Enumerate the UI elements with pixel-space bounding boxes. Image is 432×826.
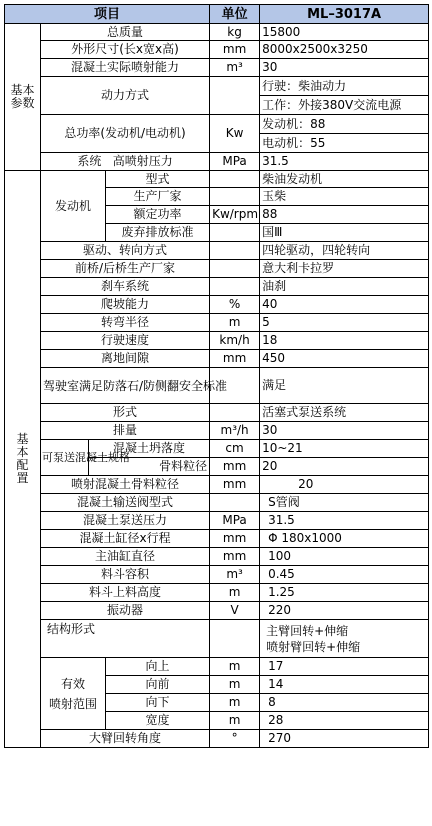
row-label: 离地间隙 [41,350,210,368]
row-value: 5 [260,314,429,332]
row-label: 混凝土泵送压力 [41,512,210,530]
table-row [5,440,429,458]
row-unit: m [210,658,260,676]
row-label: 喷射混凝土骨料粒径 [41,476,210,494]
row-value: 四轮驱动，四轮转向 [260,242,429,260]
row-value: 8 [260,694,429,712]
row-label: 主油缸直径 [41,548,210,566]
row-label: 外形尺寸(长x宽x高) [41,41,210,59]
table-row [5,314,429,332]
row-value: 10~21 [260,440,429,458]
row-value: 270 [260,730,429,748]
structure-line-1: 主臂回转+伸缩 [266,623,349,638]
row-unit [210,242,260,260]
row-unit: mm [210,548,260,566]
row-value: 柴油发动机 [260,171,429,188]
row-unit: cm [210,440,260,458]
header-model: ML–3017A [260,5,429,24]
row-label: 排量 [41,422,210,440]
row-value: 450 [260,350,429,368]
row-unit: m³ [210,566,260,584]
row-label: 驱动、转向方式 [41,242,210,260]
row-value: 18 [260,332,429,350]
header-row [5,5,429,24]
row-label: 废弃排放标准 [106,224,210,242]
row-value: 玉柴 [260,188,429,206]
row-unit [210,260,260,278]
row-value: 1.25 [260,584,429,602]
row-label: 总功率(发动机/电动机) [41,115,210,153]
row-unit: MPa [210,512,260,530]
row-label: 额定功率 [106,206,210,224]
row-value: 28 [260,712,429,730]
table-row [5,494,429,512]
table-row [5,404,429,422]
row-value: 30 [260,422,429,440]
row-label: 混凝土缸径x行程 [41,530,210,548]
row-unit: V [210,602,260,620]
table-row [5,548,429,566]
row-label: 型式 [106,171,210,188]
table-row [5,171,429,188]
row-unit [210,494,260,512]
table-row [5,77,429,96]
row-unit [210,620,260,658]
row-value: S管阀 [260,494,429,512]
row-value: 14 [260,676,429,694]
engine-group-label: 发动机 [41,171,106,242]
row-unit: % [210,296,260,314]
row-value: 31.5 [260,512,429,530]
row-unit: m [210,712,260,730]
row-label: 前桥/后桥生产厂家 [41,260,210,278]
row-value: Φ 180x1000 [260,530,429,548]
structure-line-2: 喷射臂回转+伸缩 [266,639,361,654]
row-label: 刹车系统 [41,278,210,296]
table-row [5,730,429,748]
row-unit: mm [210,530,260,548]
row-label: 生产厂家 [106,188,210,206]
row-unit [210,404,260,422]
range-group-label: 有效 喷射范围 [41,658,106,730]
row-label: 系统 高喷射压力 [41,153,210,171]
table-row [5,332,429,350]
row-value: 17 [260,658,429,676]
table-row [5,620,429,658]
table-row [5,566,429,584]
row-label: 形式 [41,404,210,422]
row-unit: m [210,584,260,602]
row-label: 宽度 [106,712,210,730]
category-basic: 基本 参数 [5,24,41,171]
row-unit: kg [210,24,260,41]
row-label: 向下 [106,694,210,712]
table-row [5,602,429,620]
table-row [5,350,429,368]
row-value: 行驶：柴油动力 [260,77,429,96]
row-value: 油刹 [260,278,429,296]
row-value: 0.45 [260,566,429,584]
row-unit: m³/h [210,422,260,440]
row-label: 结构形式 [41,620,210,658]
row-unit: MPa [210,153,260,171]
row-unit: km/h [210,332,260,350]
row-label: 行驶速度 [41,332,210,350]
header-item: 项目 [5,5,210,24]
row-value: 工作：外接380V交流电源 [260,96,429,115]
row-value [260,620,429,658]
row-unit [210,224,260,242]
row-value: 意大利卡拉罗 [260,260,429,278]
row-unit: mm [210,458,260,476]
row-label: 转弯半径 [41,314,210,332]
table-row [5,530,429,548]
row-label: 向前 [106,676,210,694]
row-unit: ° [210,730,260,748]
row-label: 向上 [106,658,210,676]
row-label: 混凝土实际喷射能力 [41,59,210,77]
table-row [5,476,429,494]
row-label: 驾驶室满足防落石/防侧翻安全标准 [41,368,210,404]
row-value: 30 [260,59,429,77]
row-label: 总质量 [41,24,210,41]
table-row [5,658,429,676]
row-unit: Kw/rpm [210,206,260,224]
spec-table [4,4,429,748]
table-row [5,153,429,171]
row-value: 40 [260,296,429,314]
table-row [5,260,429,278]
row-unit: m³ [210,59,260,77]
table-row [5,59,429,77]
row-value: 电动机：55 [260,134,429,153]
row-label: 骨料粒径 [89,458,210,476]
row-label: 动力方式 [41,77,210,115]
table-row [5,584,429,602]
row-value: 国Ⅲ [260,224,429,242]
table-row [5,422,429,440]
table-row [5,24,429,41]
pumpable-group-label: 可泵送混凝土规格 [41,440,89,476]
table-row [5,115,429,134]
row-value: 88 [260,206,429,224]
row-unit: m [210,694,260,712]
row-value: 220 [260,602,429,620]
category-config: 基 本 配 置 [5,171,41,748]
row-unit: m [210,676,260,694]
row-unit: Kw [210,115,260,153]
row-unit [210,171,260,188]
row-label: 大臂回转角度 [41,730,210,748]
table-row [5,368,429,386]
row-unit: mm [210,41,260,59]
row-label: 混凝土输送阀型式 [41,494,210,512]
row-label: 料斗上料高度 [41,584,210,602]
row-unit: mm [210,350,260,368]
row-value: 8000x2500x3250 [260,41,429,59]
row-value: 发动机：88 [260,115,429,134]
row-unit [210,188,260,206]
row-value: 100 [260,548,429,566]
row-value: 15800 [260,24,429,41]
row-label: 爬坡能力 [41,296,210,314]
table-row [5,41,429,59]
table-row [5,296,429,314]
row-label: 料斗容积 [41,566,210,584]
row-value: 20 [260,458,429,476]
row-label: 振动器 [41,602,210,620]
table-row [5,512,429,530]
row-unit [210,77,260,115]
row-value: 20 [260,476,429,494]
row-label: 混凝土坍落度 [89,440,210,458]
header-unit: 单位 [210,5,260,24]
row-value: 满足 [260,368,429,404]
table-row [5,242,429,260]
row-value: 活塞式泵送系统 [260,404,429,422]
row-unit [210,278,260,296]
row-unit: mm [210,476,260,494]
row-unit: m [210,314,260,332]
table-row [5,278,429,296]
row-value: 31.5 [260,153,429,171]
